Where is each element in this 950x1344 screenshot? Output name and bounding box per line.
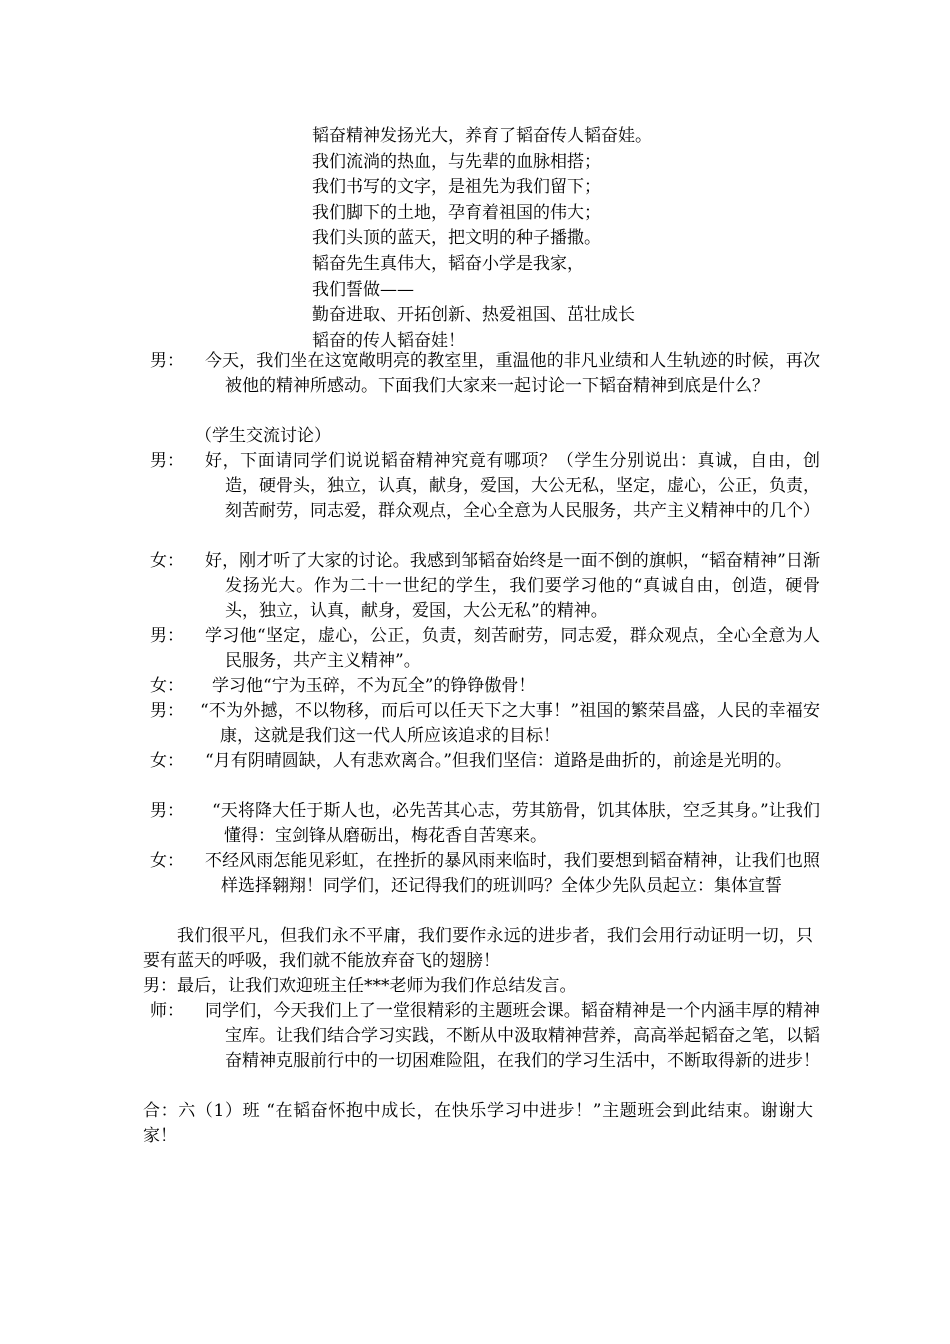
- speech-male-5: [150, 799, 820, 849]
- poem-line: 我们脚下的土地，孕育着祖国的伟大；: [312, 202, 601, 223]
- poem-block: [312, 124, 832, 354]
- speech-text: “月有阴晴圆缺，人有悲欢离合。”但我们坚信：道路是曲折的，前途是光明的。: [205, 751, 792, 771]
- speaker-label: 师：: [150, 1001, 184, 1021]
- speaker-label: 女：: [150, 551, 184, 571]
- speech-male-6: 男：最后，让我们欢迎班主任***老师为我们作总结发言。: [143, 976, 577, 996]
- speech-text: 同学们，今天我们上了一堂很精彩的主题班会课。韬奋精神是一个内涵丰厚的精神宝库。让我们结合学习实践，不断从中汲取精神营养，高高举起韬奋之笔，以韬奋精神克服前行中的一切困难险阻，在我们的学习生活中，不断取得新的进步！: [205, 1001, 820, 1071]
- speech-text: 不经风雨怎能见彩虹，在挫折的暴风雨来临时，我们要想到韬奋精神，让我们也照样选择翱翔！同学们，还记得我们的班训吗？全体少先队员起立：集体宣誓: [205, 851, 820, 896]
- speaker-label: 男：: [150, 351, 184, 371]
- speech-text: “不为外撼，不以物移，而后可以任天下之大事！”祖国的繁荣昌盛，人民的幸福安康，这就是我们这一代人所应该追求的目标！: [200, 701, 820, 746]
- poem-line: 我们誓做——: [312, 279, 414, 300]
- poem-line: 韬奋精神发扬光大，养育了韬奋传人韬奋娃。: [312, 126, 652, 146]
- speech-text: 学习他“坚定，虚心，公正，负责，刻苦耐劳，同志爱，群众观点，全心全意为人民服务，共产主义精神”。: [205, 626, 820, 671]
- stage-note: （学生交流讨论）: [195, 426, 331, 446]
- speech-text: 今天，我们坐在这宽敞明亮的教室里，重温他的非凡业绩和人生轨迹的时候，再次被他的精神所感动。下面我们大家来一起讨论一下韬奋精神到底是什么？: [205, 351, 820, 396]
- speaker-label: 男：: [150, 801, 184, 821]
- speech-female-1: [150, 549, 820, 624]
- poem-line: 我们流淌的热血，与先辈的血脉相搭；: [312, 151, 601, 172]
- collective-oath: 我们很平凡，但我们永不平庸，我们要作永远的进步者，我们会用行动证明一切，只要有蓝天的呼吸，我们就不能放弃奋飞的翅膀！: [143, 926, 813, 971]
- speech-text: “天将降大任于斯人也，必先苦其心志，劳其筋骨，饥其体肤，空乏其身。”让我们懂得：宝剑锋从磨砺出，梅花香自苦寒来。: [212, 801, 820, 846]
- poem-line: 我们书写的文字，是祖先为我们留下；: [312, 177, 601, 198]
- speaker-label: 女：: [150, 751, 184, 771]
- speaker-label: 女：: [150, 851, 184, 871]
- speaker-label: 男：: [150, 626, 184, 646]
- speech-text: 学习他“宁为玉碎，不为瓦全”的铮铮傲骨！: [212, 676, 536, 696]
- speech-text: 好，刚才听了大家的讨论。我感到邹韬奋始终是一面不倒的旗帜，“韬奋精神”日渐发扬光大。作为二十一世纪的学生，我们要学习他的“真诚自由，创造，硬骨头，独立，认真，献身，爱国，大公无私”的精神。: [205, 551, 820, 621]
- poem-line: 韬奋的传人韬奋娃！: [312, 330, 465, 351]
- speech-male-2: [150, 449, 820, 524]
- poem-line: 韬奋先生真伟大，韬奋小学是我家，: [312, 253, 584, 274]
- closing-remarks: 合：六（1）班 “在韬奋怀抱中成长，在快乐学习中进步！”主题班会到此结束。谢谢大家！: [143, 1101, 813, 1146]
- speaker-label: 男：: [150, 701, 184, 721]
- speech-female-4: [150, 849, 820, 899]
- speech-male-1: [150, 349, 820, 399]
- speech-male-3: [150, 624, 820, 674]
- speech-male-4: [150, 699, 820, 749]
- speaker-label: 男：: [150, 451, 184, 471]
- speech-text: 好，下面请同学们说说韬奋精神究竟有哪项？（学生分别说出：真诚，自由，创造，硬骨头，独立，认真，献身，爱国，大公无私，坚定，虚心，公正，负责，刻苦耐劳，同志爱，群众观点，全心全意为人民服务，共产主义精神中的几个）: [205, 451, 820, 521]
- poem-line: 勤奋进取、开拓创新、热爱祖国、茁壮成长: [312, 305, 635, 326]
- speaker-label: 女：: [150, 676, 184, 696]
- poem-line: 我们头顶的蓝天，把文明的种子播撒。: [312, 228, 601, 249]
- speech-teacher: [150, 999, 820, 1074]
- speech-female-2: [150, 674, 820, 699]
- speech-female-3: [150, 749, 820, 774]
